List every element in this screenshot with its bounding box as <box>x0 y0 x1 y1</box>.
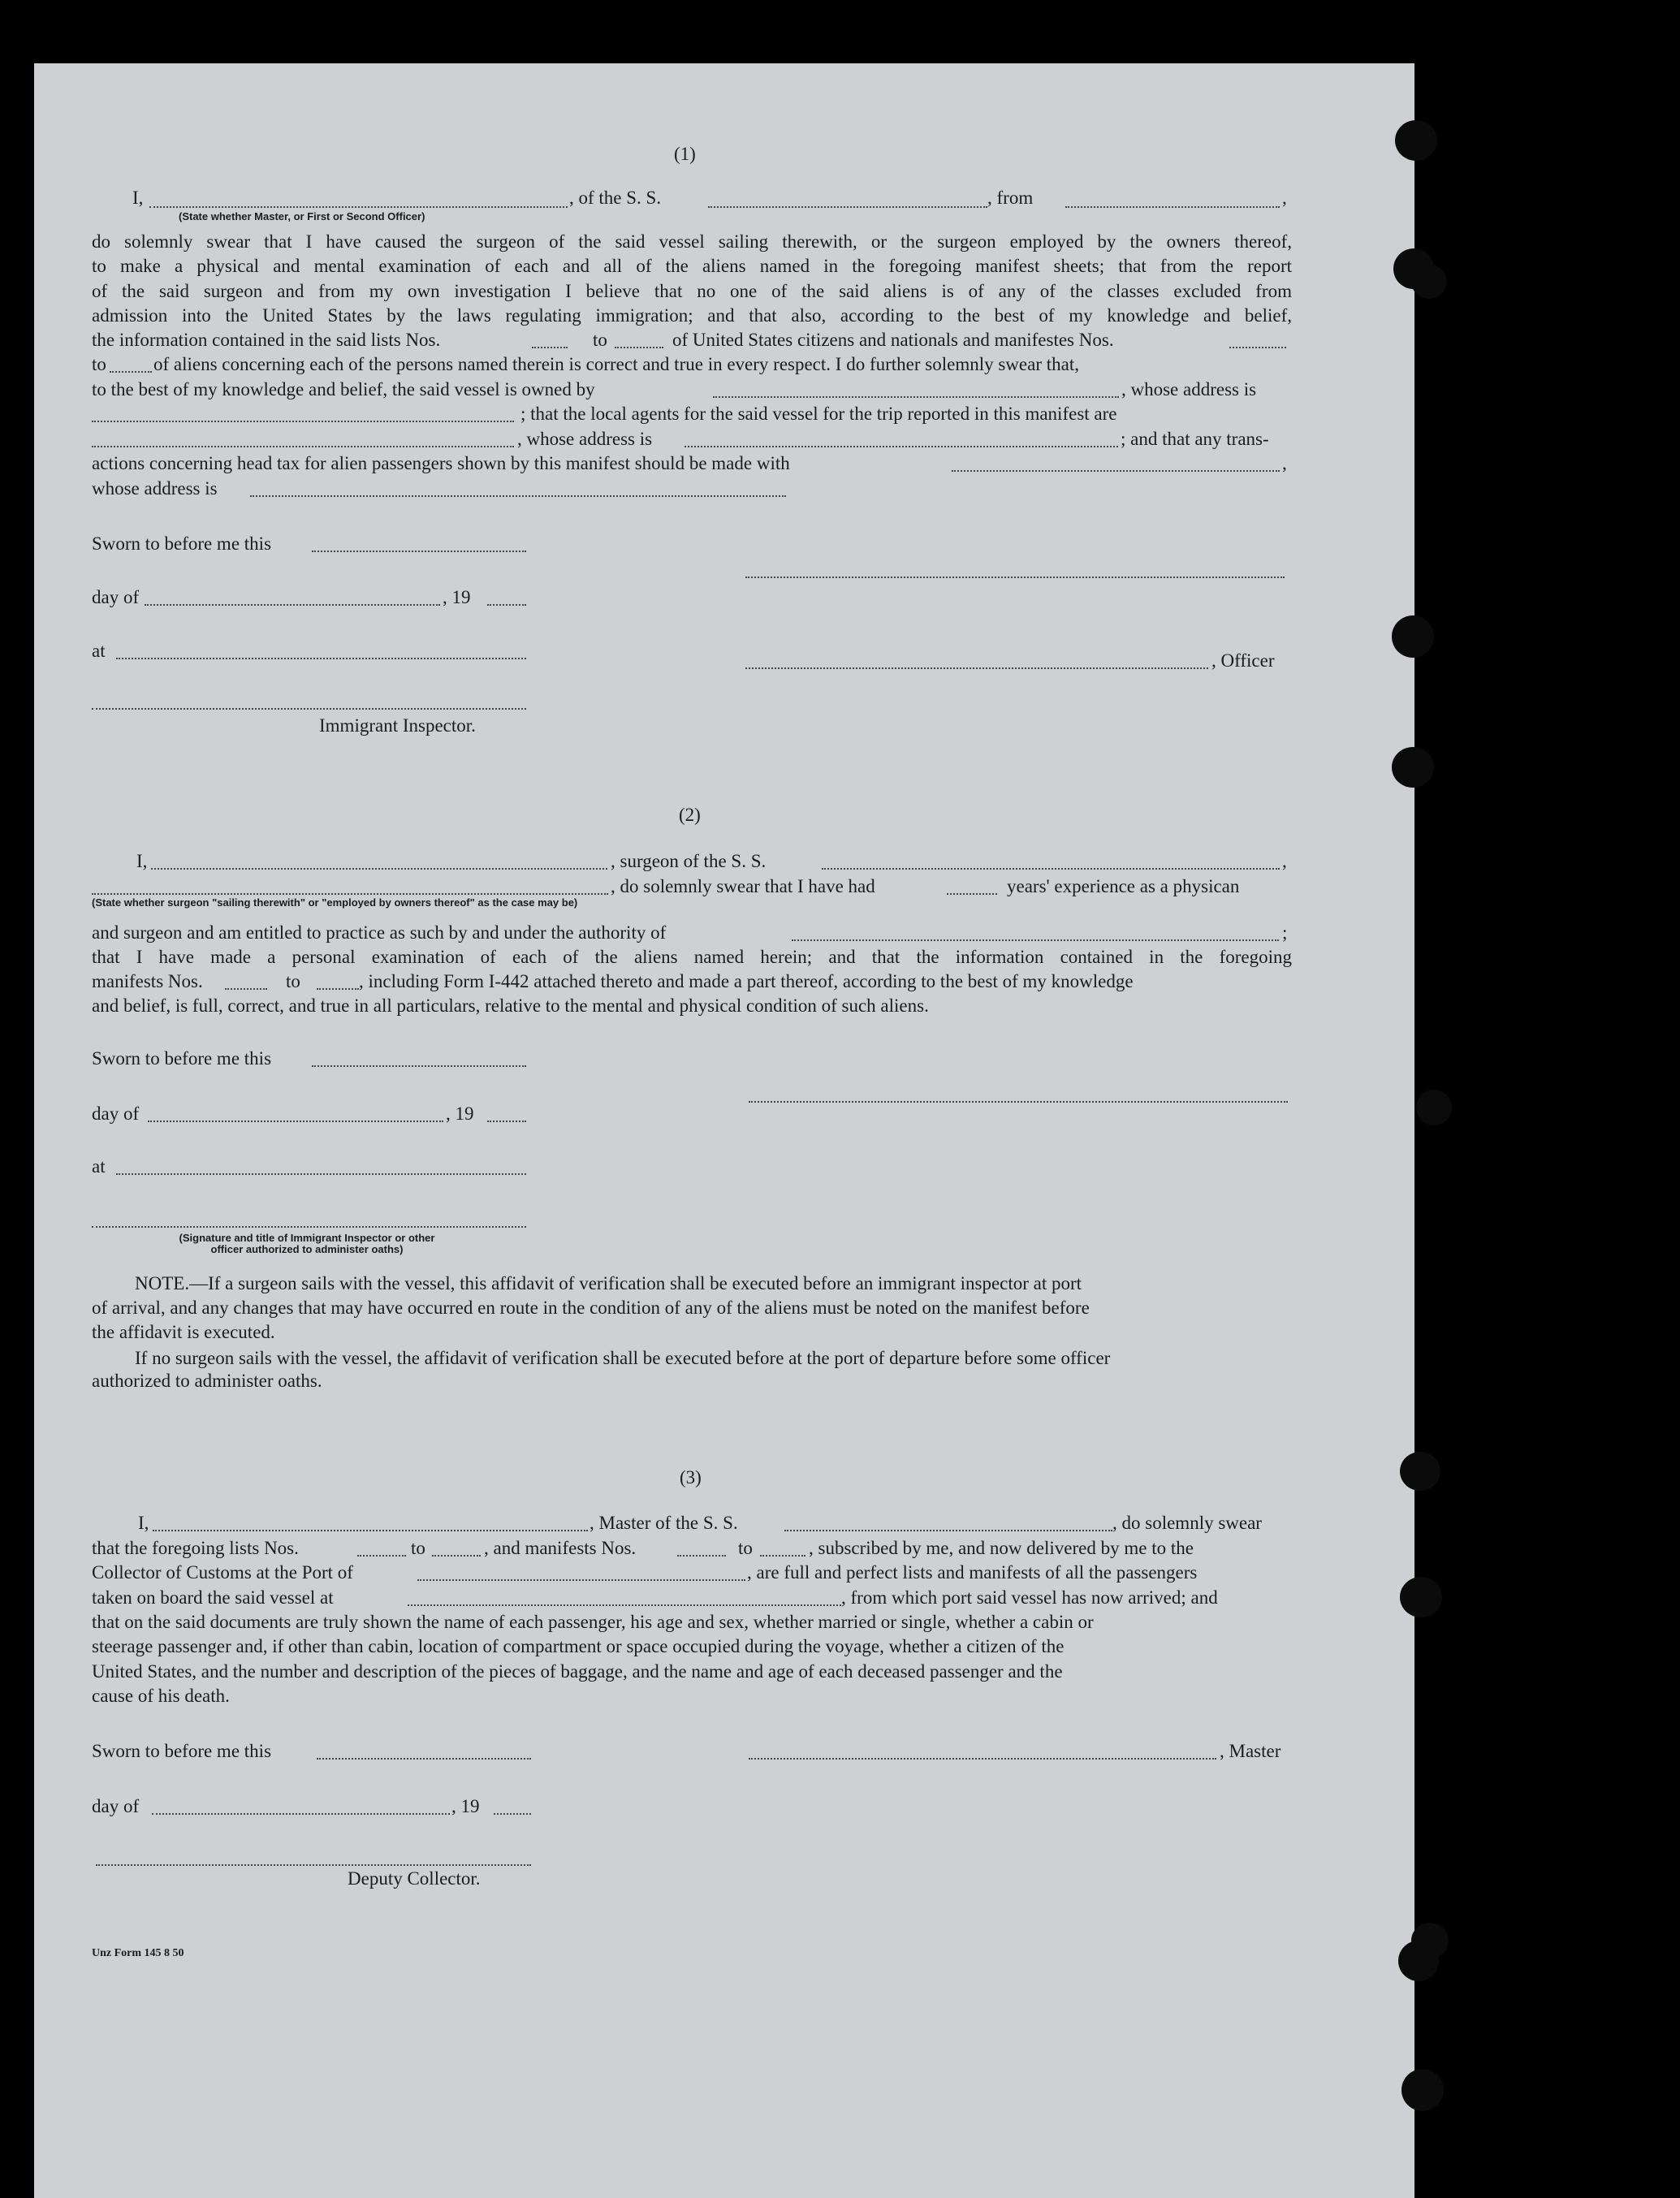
s1-from-field[interactable] <box>1065 206 1280 208</box>
punch-hole <box>1392 747 1434 788</box>
s1-owner-field[interactable] <box>713 396 1119 398</box>
s3-manifests-from-field[interactable] <box>677 1555 726 1557</box>
s1-p9a: , whose address is <box>517 429 653 449</box>
s2-manifests-from-field[interactable] <box>225 988 267 990</box>
s1-agents-address-field[interactable] <box>685 446 1118 447</box>
s1-para-line: of the said surgeon and from my own investigation I believe that no one of the said aliens is of any of the classes excluded from <box>92 281 1292 301</box>
s2-sig-note-1: (Signature and title of Immigrant Inspector or other <box>179 1232 435 1244</box>
s1-line1-end: , <box>1282 188 1287 208</box>
s3-sworn: Sworn to before me this <box>92 1741 272 1761</box>
s3-para-line: that on the said documents are truly shown the name of each passenger, his age and sex, whether married or single, whether a cabin or <box>92 1612 1094 1632</box>
punch-hole <box>1395 120 1437 161</box>
s3-boarding-port-field[interactable] <box>408 1604 841 1606</box>
s2-l3a: and surgeon and am entitled to practice as such by and under the authority of <box>92 922 667 943</box>
s2-year-field[interactable] <box>487 1121 526 1122</box>
s2-l2b: years' experience as a physican <box>1007 876 1240 896</box>
s2-surgeon-note: (State whether surgeon "sailing therewith" or "employed by owners thereof" as the case may be) <box>92 896 578 909</box>
s3-deputy-line[interactable] <box>96 1864 531 1866</box>
s1-headtax-address-field[interactable] <box>250 495 786 497</box>
section3-heading: (3) <box>680 1467 702 1488</box>
s1-officer: , Officer <box>1211 650 1275 671</box>
s3-port-field[interactable] <box>417 1579 745 1581</box>
punch-hole <box>1411 265 1447 299</box>
s2-at-field[interactable] <box>116 1173 526 1175</box>
s1-agents-field[interactable] <box>92 446 514 447</box>
s1-officer-field[interactable] <box>149 206 568 208</box>
section2-heading: (2) <box>679 805 701 825</box>
s3-master-name-field[interactable] <box>153 1530 588 1531</box>
s2-day-field[interactable] <box>148 1121 443 1122</box>
s1-manifests-from-field[interactable] <box>1229 347 1286 348</box>
s1-headtax-field[interactable] <box>952 470 1280 472</box>
s1-lists-from-field[interactable] <box>532 347 568 348</box>
s1-para-line: admission into the United States by the laws regulating immigration; and that also, according to the best of my knowledge and belief, <box>92 305 1292 326</box>
s1-officer-line[interactable] <box>745 667 1208 669</box>
s2-l1b: , surgeon of the S. S. <box>611 851 767 871</box>
s2-note-line: authorized to administer oaths. <box>92 1371 322 1391</box>
s3-lists-from-field[interactable] <box>357 1555 406 1557</box>
s1-para-line: to make a physical and mental examination of each and all of the aliens named in the foregoing manifest sheets; that from the report <box>92 256 1292 276</box>
s1-line1-i: I, <box>132 188 144 208</box>
s1-p7b: , whose address is <box>1121 379 1257 399</box>
s3-deputy: Deputy Collector. <box>348 1868 481 1889</box>
s2-years-field[interactable] <box>947 893 997 895</box>
s2-inspector-line[interactable] <box>92 1226 526 1228</box>
s1-sworn-field[interactable] <box>312 551 526 552</box>
s3-l2d: to <box>738 1538 753 1558</box>
s2-surgeon-name-field[interactable] <box>151 868 607 870</box>
s1-p5a: the information contained in the said lists Nos. <box>92 330 441 350</box>
s1-sworn: Sworn to before me this <box>92 533 272 554</box>
punch-hole <box>1398 1941 1439 1981</box>
s3-manifests-to-field[interactable] <box>760 1555 805 1557</box>
s3-l1a: I, <box>138 1513 149 1533</box>
s3-day-field[interactable] <box>152 1813 450 1815</box>
punch-hole <box>1401 2069 1444 2111</box>
s2-manifests-to-field[interactable] <box>317 988 359 990</box>
s2-surgeon-type-field[interactable] <box>92 893 608 895</box>
s1-year: , 19 <box>443 587 471 607</box>
s3-master-line[interactable] <box>749 1758 1216 1760</box>
s2-para-line: that I have made a personal examination of each of the aliens named herein; and that the information contained in the foregoing <box>92 947 1292 967</box>
s2-l5c: , including Form I-442 attached thereto and made a part thereof, according to the best of my knowledge <box>359 971 1134 991</box>
s3-l2b: to <box>411 1538 425 1558</box>
s3-l4b: , from which port said vessel has now arrived; and <box>841 1587 1218 1608</box>
s3-l3a: Collector of Customs at the Port of <box>92 1562 353 1583</box>
s1-p7a: to the best of my knowledge and belief, the said vessel is owned by <box>92 379 595 399</box>
s1-lists-to-field[interactable] <box>615 347 663 348</box>
s3-l2c: , and manifests Nos. <box>484 1538 637 1558</box>
s1-day-field[interactable] <box>145 604 440 606</box>
s2-at: at <box>92 1156 106 1177</box>
s2-l5a: manifests Nos. <box>92 971 203 991</box>
s3-para-line: steerage passenger and, if other than cabin, location of compartment or space occupied during the voyage, whether a citizen of the <box>92 1636 1065 1656</box>
s3-year: , 19 <box>451 1796 480 1816</box>
s3-master: , Master <box>1220 1741 1281 1761</box>
s1-p10a: actions concerning head tax for alien passengers shown by this manifest should be made with <box>92 453 790 473</box>
s1-vessel-field[interactable] <box>708 206 987 208</box>
s1-p5c: of United States citizens and nationals and manifestes Nos. <box>672 330 1114 350</box>
punch-hole <box>1416 1090 1452 1125</box>
s1-para-line: do solemnly swear that I have caused the surgeon of the said vessel sailing therewith, or the surgeon employed by the owners thereof, <box>92 231 1292 252</box>
s1-inspector: Immigrant Inspector. <box>319 715 476 736</box>
s1-p9b: ; and that any trans- <box>1121 429 1269 449</box>
s1-owner-address-field[interactable] <box>92 421 514 422</box>
s2-sworn: Sworn to before me this <box>92 1048 272 1069</box>
s3-day-of: day of <box>92 1796 140 1816</box>
s1-year-field[interactable] <box>487 604 526 606</box>
s2-vessel-field[interactable] <box>822 868 1280 870</box>
s1-p8: ; that the local agents for the said vessel for the trip reported in this manifest are <box>520 404 1117 424</box>
s3-l1b: , Master of the S. S. <box>590 1513 738 1533</box>
s3-l4a: taken on board the said vessel at <box>92 1587 334 1608</box>
section1-heading: (1) <box>674 144 696 164</box>
s1-p6a: to <box>92 354 106 374</box>
s1-p5b: to <box>593 330 607 350</box>
s1-inspector-line[interactable] <box>92 708 526 710</box>
s2-note-line: If no surgeon sails with the vessel, the affidavit of verification shall be executed before at the port of departure before some officer <box>135 1348 1111 1368</box>
s2-note-line: NOTE.—If a surgeon sails with the vessel, this affidavit of verification shall be executed before an immigrant inspector at port <box>135 1273 1082 1293</box>
s1-manifests-to-field[interactable] <box>110 371 152 373</box>
s1-day-of: day of <box>92 587 140 607</box>
s2-signature-line[interactable] <box>749 1101 1288 1103</box>
s1-p6b: of aliens concerning each of the persons named therein is correct and true in every respect. I do further solemnly swear that, <box>153 354 1079 374</box>
s2-authority-field[interactable] <box>792 939 1279 941</box>
punch-hole <box>1392 615 1434 658</box>
s2-l1c: , <box>1282 851 1287 871</box>
s2-note-line: the affidavit is executed. <box>92 1322 275 1342</box>
s3-sworn-field[interactable] <box>317 1758 531 1760</box>
s3-para-line: United States, and the number and description of the pieces of baggage, and the name and age of each deceased passenger and the <box>92 1661 1063 1682</box>
s2-l3b: ; <box>1282 922 1288 943</box>
s1-p10b: , <box>1282 453 1287 473</box>
s3-l3b: , are full and perfect lists and manifests of all the passengers <box>747 1562 1198 1583</box>
s2-year: , 19 <box>446 1103 474 1124</box>
s2-sig-note-2: officer authorized to administer oaths) <box>210 1243 404 1255</box>
s2-l5b: to <box>286 971 300 991</box>
s3-l1c: , do solemnly swear <box>1112 1513 1262 1533</box>
form-id: Unz Form 145 8 50 <box>92 1947 184 1959</box>
s2-note-line: of arrival, and any changes that may have occurred en route in the condition of any of the aliens must be noted on the manifest before <box>92 1298 1090 1318</box>
punch-hole <box>1400 1452 1440 1491</box>
s1-at: at <box>92 641 106 661</box>
s3-year-field[interactable] <box>494 1813 531 1815</box>
s1-at-field[interactable] <box>116 658 526 659</box>
s1-p11: whose address is <box>92 478 218 499</box>
s3-para-line: cause of his death. <box>92 1686 230 1706</box>
s1-officer-note: (State whether Master, or First or Second Officer) <box>179 210 425 222</box>
punch-hole <box>1400 1577 1442 1617</box>
s2-l6: and belief, is full, correct, and true in all particulars, relative to the mental and physical condition of such aliens. <box>92 995 929 1016</box>
s2-l1a: I, <box>136 851 148 871</box>
s3-vessel-field[interactable] <box>784 1530 1112 1531</box>
s1-signature-line[interactable] <box>745 576 1285 578</box>
s3-l2a: that the foregoing lists Nos. <box>92 1538 299 1558</box>
s2-day-of: day of <box>92 1103 140 1124</box>
s2-sworn-field[interactable] <box>312 1065 526 1067</box>
s3-l2e: , subscribed by me, and now delivered by me to the <box>809 1538 1194 1558</box>
s1-line1-ss: , of the S. S. <box>569 188 662 208</box>
s1-line1-from: , from <box>987 188 1034 208</box>
s3-lists-to-field[interactable] <box>432 1555 481 1557</box>
s2-l2a: , do solemnly swear that I have had <box>611 876 875 896</box>
